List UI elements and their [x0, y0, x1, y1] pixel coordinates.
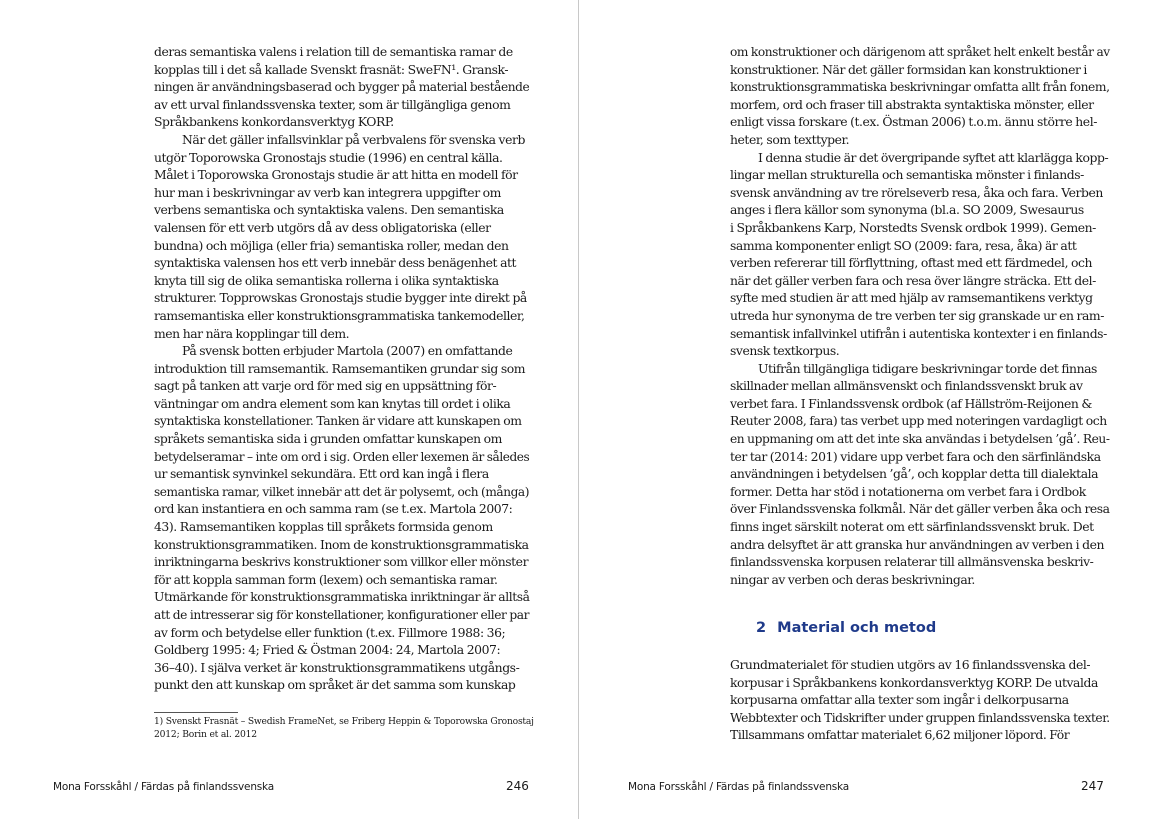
text-line: språkets semantiska sida i grunden omfattar kunskapen om: [154, 431, 502, 447]
text-line: svensk användning av tre rörelseverb resa, åka och fara. Verben: [730, 184, 1103, 200]
text-line: korpusar i Språkbankens konkordansverktyg KORP. De utvalda: [730, 674, 1098, 690]
footnote-divider: [154, 712, 238, 713]
text-line: Reuter 2008, fara) tas verbet upp med noteringen vardagligt och: [730, 413, 1107, 429]
text-line: av ett urval finlandssvenska texter, som är tillgängliga genom: [154, 96, 511, 112]
text-line: Utifrån tillgängliga tidigare beskrivningar torde det finnas: [758, 360, 1097, 376]
text-line: av form och betydelse eller funktion (t.ex. Fillmore 1988: 36;: [154, 624, 506, 640]
text-line: ningar av verben och deras beskrivningar.: [730, 571, 975, 587]
text-line: ramsemantiska eller konstruktionsgrammatiska tankemodeller,: [154, 307, 525, 323]
left-body-text: [154, 43, 529, 694]
running-footer: Mona Forsskåhl / Färdas på finlandssvenska: [53, 781, 274, 793]
text-line: verben refererar till förflyttning, oftast med ett färdmedel, och: [730, 255, 1093, 271]
text-line: Grundmaterialet för studien utgörs av 16 finlandssvenska del-: [730, 657, 1091, 672]
text-line: På svensk botten erbjuder Martola (2007) en omfattande: [182, 343, 513, 359]
page-number: 246: [506, 779, 529, 793]
text-line: utgör Toporowska Gronostajs studie (1996) en central källa.: [154, 149, 503, 165]
text-line: kopplas till i det så kallade Svenskt frasnät: SweFN¹. Gransk-: [154, 61, 509, 77]
text-line: korpusarna omfattar alla texter som ingår i delkorpusarna: [730, 692, 1069, 708]
text-line: I denna studie är det övergripande syftet att klarlägga kopp-: [758, 149, 1109, 165]
text-line: semantisk infallvinkel utifrån i autentiska kontexter i en finlands-: [730, 325, 1107, 341]
text-line: väntningar om andra element som kan knytas till ordet i olika: [154, 395, 511, 411]
text-line: deras semantiska valens i relation till de semantiska ramar de: [154, 44, 513, 59]
text-line: finlandssvenska korpusen relaterar till allmänsvenska beskriv-: [730, 554, 1094, 570]
left-page: [0, 0, 578, 819]
running-footer: Mona Forsskåhl / Färdas på finlandssvenska: [628, 781, 849, 793]
text-line: enligt vissa forskare (t.ex. Östman 2006) t.o.m. ännu större hel-: [730, 114, 1097, 130]
footnote-line: 1) Svenskt Frasnät – Swedish FrameNet, se Friberg Heppin & Toporowska Gronostaj: [154, 716, 534, 727]
text-line: Målet i Toporowska Gronostajs studie är att hitta en modell för: [154, 167, 518, 183]
text-line: syfte med studien är att med hjälp av ramsemantikens verktyg: [730, 290, 1093, 306]
section-title: Material och metod: [777, 620, 937, 636]
section-number: 2: [756, 620, 767, 636]
text-line: strukturer. Topprowskas Gronostajs studie bygger inte direkt på: [154, 290, 527, 306]
footnote: [154, 716, 534, 741]
text-line: Språkbankens konkordansverktyg KORP.: [154, 114, 394, 130]
text-line: morfem, ord och fraser till abstrakta syntaktiska mönster, eller: [730, 96, 1094, 112]
text-line: ord kan instantiera en och samma ram (se t.ex. Martola 2007:: [154, 501, 513, 517]
text-line: Utmärkande för konstruktionsgrammatiska inriktningar är alltså: [154, 589, 530, 605]
text-line: i Språkbankens Karp, Norstedts Svensk ordbok 1999). Gemen-: [730, 219, 1096, 235]
right-page: [580, 0, 1158, 819]
text-line: ur semantisk synvinkel sekundära. Ett ord kan ingå i flera: [154, 466, 489, 482]
text-line: punkt den att kunskap om språket är det samma som kunskap: [154, 677, 516, 693]
right-body-text: [730, 43, 1110, 588]
text-line: konstruktionsgrammatiken. Inom de konstruktionsgrammatiska: [154, 536, 529, 552]
text-line: knyta till sig de olika semantiska rollerna i olika syntaktiska: [154, 272, 499, 288]
text-line: heter, som texttyper.: [730, 131, 850, 147]
text-line: verbet fara. I Finlandssvensk ordbok (af Hällström-Reijonen &: [730, 395, 1092, 411]
text-line: konstruktionsgrammatiska beskrivningar omfatta allt från fonem,: [730, 79, 1110, 95]
text-line: 36–40). I själva verket är konstruktionsgrammatikens utgångs-: [154, 659, 520, 675]
text-line: semantiska ramar, vilket innebär att det är polysemt, och (många): [154, 483, 529, 499]
text-line: en uppmaning om att det inte ska användas i betydelsen ’gå’. Reu-: [730, 431, 1110, 447]
text-line: introduktion till ramsemantik. Ramsemantiken grundar sig som: [154, 360, 526, 376]
text-line: anges i flera källor som synonyma (bl.a. SO 2009, Swesaurus: [730, 202, 1084, 218]
text-line: om konstruktioner och därigenom att språket helt enkelt består av: [730, 44, 1110, 59]
text-line: 43). Ramsemantiken kopplas till språkets formsida genom: [154, 519, 493, 535]
text-line: utreda hur synonyma de tre verben ter sig granskade ur en ram-: [730, 307, 1104, 323]
text-line: Tillsammans omfattar materialet 6,62 miljoner löpord. För: [730, 727, 1070, 743]
text-line: för att koppla samman form (lexem) och semantiska ramar.: [154, 571, 498, 587]
text-line: ningen är användningsbaserad och bygger på material bestående: [154, 79, 530, 95]
page-gutter: [578, 0, 579, 819]
footnote-line: 2012; Borin et al. 2012: [154, 728, 257, 740]
text-line: inriktningarna beskrivs konstruktioner som villkor eller mönster: [154, 554, 529, 570]
text-line: syntaktiska konstellationer. Tanken är vidare att kunskapen om: [154, 413, 522, 429]
text-line: verbens semantiska och syntaktiska valens. Den semantiska: [154, 202, 504, 218]
right-body-text-continued: [730, 656, 1110, 744]
text-line: andra delsyftet är att granska hur användningen av verben i den: [730, 536, 1105, 552]
text-line: Goldberg 1995: 4; Fried & Östman 2004: 24, Martola 2007:: [154, 642, 501, 658]
section-heading: [756, 620, 936, 636]
text-line: former. Detta har stöd i notationerna om verbet fara i Ordbok: [730, 483, 1086, 499]
text-line: lingar mellan strukturella och semantiska mönster i finlands-: [730, 167, 1084, 183]
text-line: svensk textkorpus.: [730, 343, 840, 359]
text-line: när det gäller verben fara och resa över längre sträcka. Ett del-: [730, 272, 1096, 288]
text-line: bundna) och möjliga (eller fria) semantiska roller, medan den: [154, 237, 509, 253]
text-line: betydelseramar – inte om ord i sig. Orden eller lexemen är således: [154, 448, 530, 464]
text-line: När det gäller infallsvinklar på verbvalens för svenska verb: [182, 131, 525, 147]
text-line: konstruktioner. När det gäller formsidan kan konstruktioner i: [730, 61, 1087, 77]
text-line: över Finlandssvenska folkmål. När det gäller verben åka och resa: [730, 501, 1110, 517]
text-line: finns inget särskilt noterat om ett särfinlandssvenskt bruk. Det: [730, 519, 1094, 535]
text-line: ter tar (2014: 201) vidare upp verbet fara och den särfinländska: [730, 448, 1101, 464]
text-line: samma komponenter enligt SO (2009: fara, resa, åka) är att: [730, 237, 1077, 253]
text-line: syntaktiska valensen hos ett verb innebär dess benägenhet att: [154, 255, 517, 271]
text-line: Webbtexter och Tidskrifter under gruppen finlandssvenska texter.: [730, 709, 1110, 725]
text-line: sagt på tanken att varje ord för med sig en uppsättning för-: [154, 378, 497, 394]
text-line: hur man i beskrivningar av verb kan integrera uppgifter om: [154, 184, 501, 200]
text-line: användningen i betydelsen ’gå’, och kopplar detta till dialektala: [730, 466, 1099, 482]
text-line: skillnader mellan allmänsvenskt och finlandssvenskt bruk av: [730, 378, 1083, 394]
text-line: valensen för ett verb utgörs då av dess obligatoriska (eller: [154, 219, 491, 235]
page-number: 247: [1081, 779, 1104, 793]
text-line: men har nära kopplingar till dem.: [154, 325, 350, 341]
text-line: att de intresserar sig för konstellationer, konfigurationer eller par: [154, 607, 529, 622]
